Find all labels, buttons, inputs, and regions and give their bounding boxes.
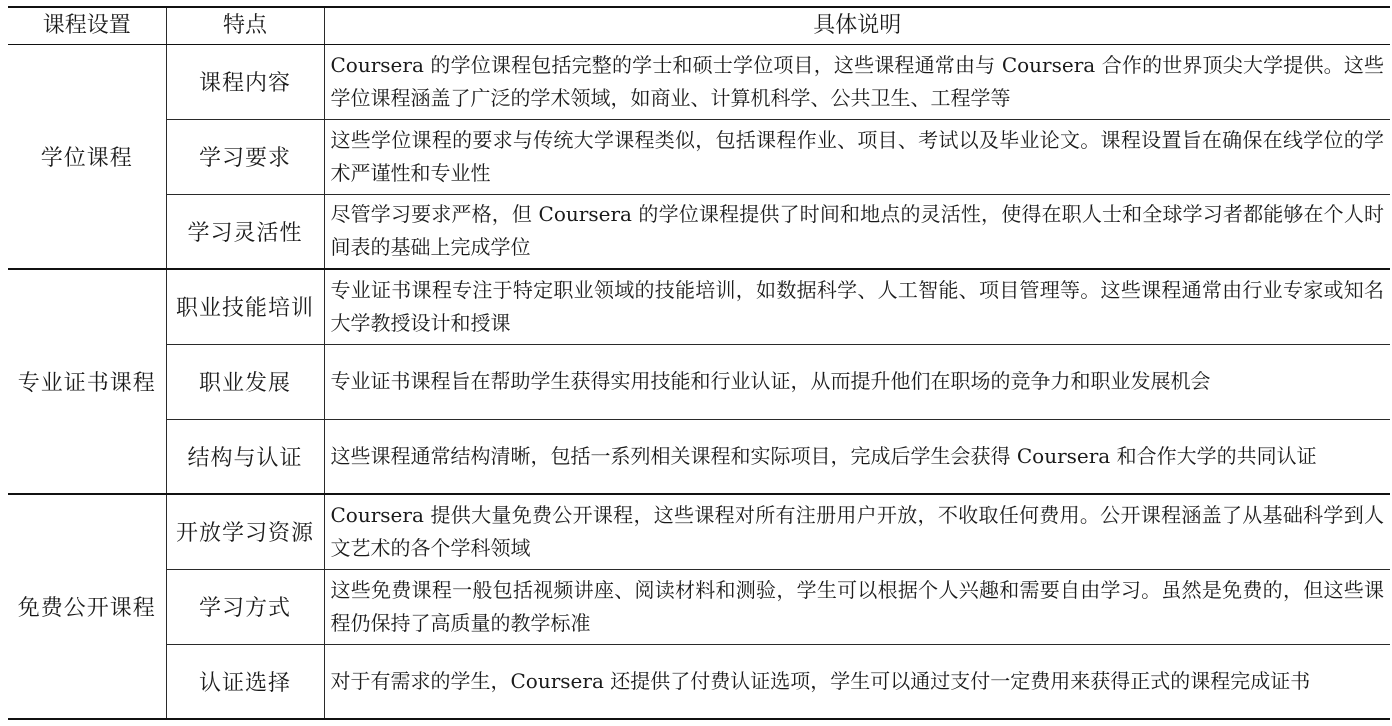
table-row	[8, 644, 1390, 719]
course-type-professional-certificate: 专业证书课程	[8, 269, 166, 494]
description-text: 尽管学习要求严格，但 Coursera 的学位课程提供了时间和地点的灵活性，使得在职人士和全球学习者都能够在个人时间表的基础上完成学位	[330, 202, 1384, 260]
header-course-settings: 课程设置	[8, 7, 166, 44]
course-type-degree: 学位课程	[8, 44, 166, 269]
description-cell	[324, 119, 1390, 194]
description-text: 专业证书课程专注于特定职业领域的技能培训，如数据科学、人工智能、项目管理等。这些课程通常由行业专家或知名大学教授设计和授课	[330, 277, 1384, 335]
description-cell	[324, 419, 1390, 494]
course-table-container	[8, 6, 1390, 720]
description-cell	[324, 344, 1390, 419]
header-details: 具体说明	[324, 7, 1390, 44]
header-features: 特点	[166, 7, 324, 44]
description-text: 这些免费课程一般包括视频讲座、阅读材料和测验，学生可以根据个人兴趣和需要自由学习。虽然是免费的，但这些课程仍保持了高质量的教学标准	[330, 577, 1384, 635]
feature-cell: 结构与认证	[166, 419, 324, 494]
feature-cell: 职业发展	[166, 344, 324, 419]
description-text: Coursera 的学位课程包括完整的学士和硕士学位项目，这些课程通常由与 Coursera 合作的世界顶尖大学提供。这些学位课程涵盖了广泛的学术领域，如商业、计算机科学、公共卫生、工程学等	[330, 52, 1384, 110]
table-row	[8, 569, 1390, 644]
feature-cell: 学习要求	[166, 119, 324, 194]
feature-cell: 认证选择	[166, 644, 324, 719]
table-row	[8, 344, 1390, 419]
description-text: 对于有需求的学生，Coursera 还提供了付费认证选项，学生可以通过支付一定费用来获得正式的课程完成证书	[330, 668, 1311, 693]
table-row	[8, 419, 1390, 494]
table-row	[8, 44, 1390, 119]
table-header	[8, 7, 1390, 44]
course-type-free-open: 免费公开课程	[8, 494, 166, 719]
table-row	[8, 494, 1390, 569]
table-row	[8, 119, 1390, 194]
feature-cell: 职业技能培训	[166, 269, 324, 344]
feature-cell: 学习方式	[166, 569, 324, 644]
description-text: 这些学位课程的要求与传统大学课程类似，包括课程作业、项目、考试以及毕业论文。课程设置旨在确保在线学位的学术严谨性和专业性	[330, 127, 1384, 185]
feature-cell: 开放学习资源	[166, 494, 324, 569]
description-cell	[324, 569, 1390, 644]
description-cell	[324, 494, 1390, 569]
description-cell	[324, 269, 1390, 344]
description-text: 这些课程通常结构清晰，包括一系列相关课程和实际项目，完成后学生会获得 Coursera 和合作大学的共同认证	[330, 443, 1317, 468]
table-row	[8, 269, 1390, 344]
table-row	[8, 194, 1390, 269]
feature-cell: 课程内容	[166, 44, 324, 119]
description-cell	[324, 644, 1390, 719]
description-text: 专业证书课程旨在帮助学生获得实用技能和行业认证，从而提升他们在职场的竞争力和职业发展机会	[330, 369, 1211, 393]
header-row	[8, 7, 1390, 44]
table-body	[8, 44, 1390, 719]
description-cell	[324, 194, 1390, 269]
course-settings-table	[8, 6, 1390, 720]
description-cell	[324, 44, 1390, 119]
feature-cell: 学习灵活性	[166, 194, 324, 269]
description-text: Coursera 提供大量免费公开课程，这些课程对所有注册用户开放，不收取任何费用。公开课程涵盖了从基础科学到人文艺术的各个学科领域	[330, 502, 1384, 560]
